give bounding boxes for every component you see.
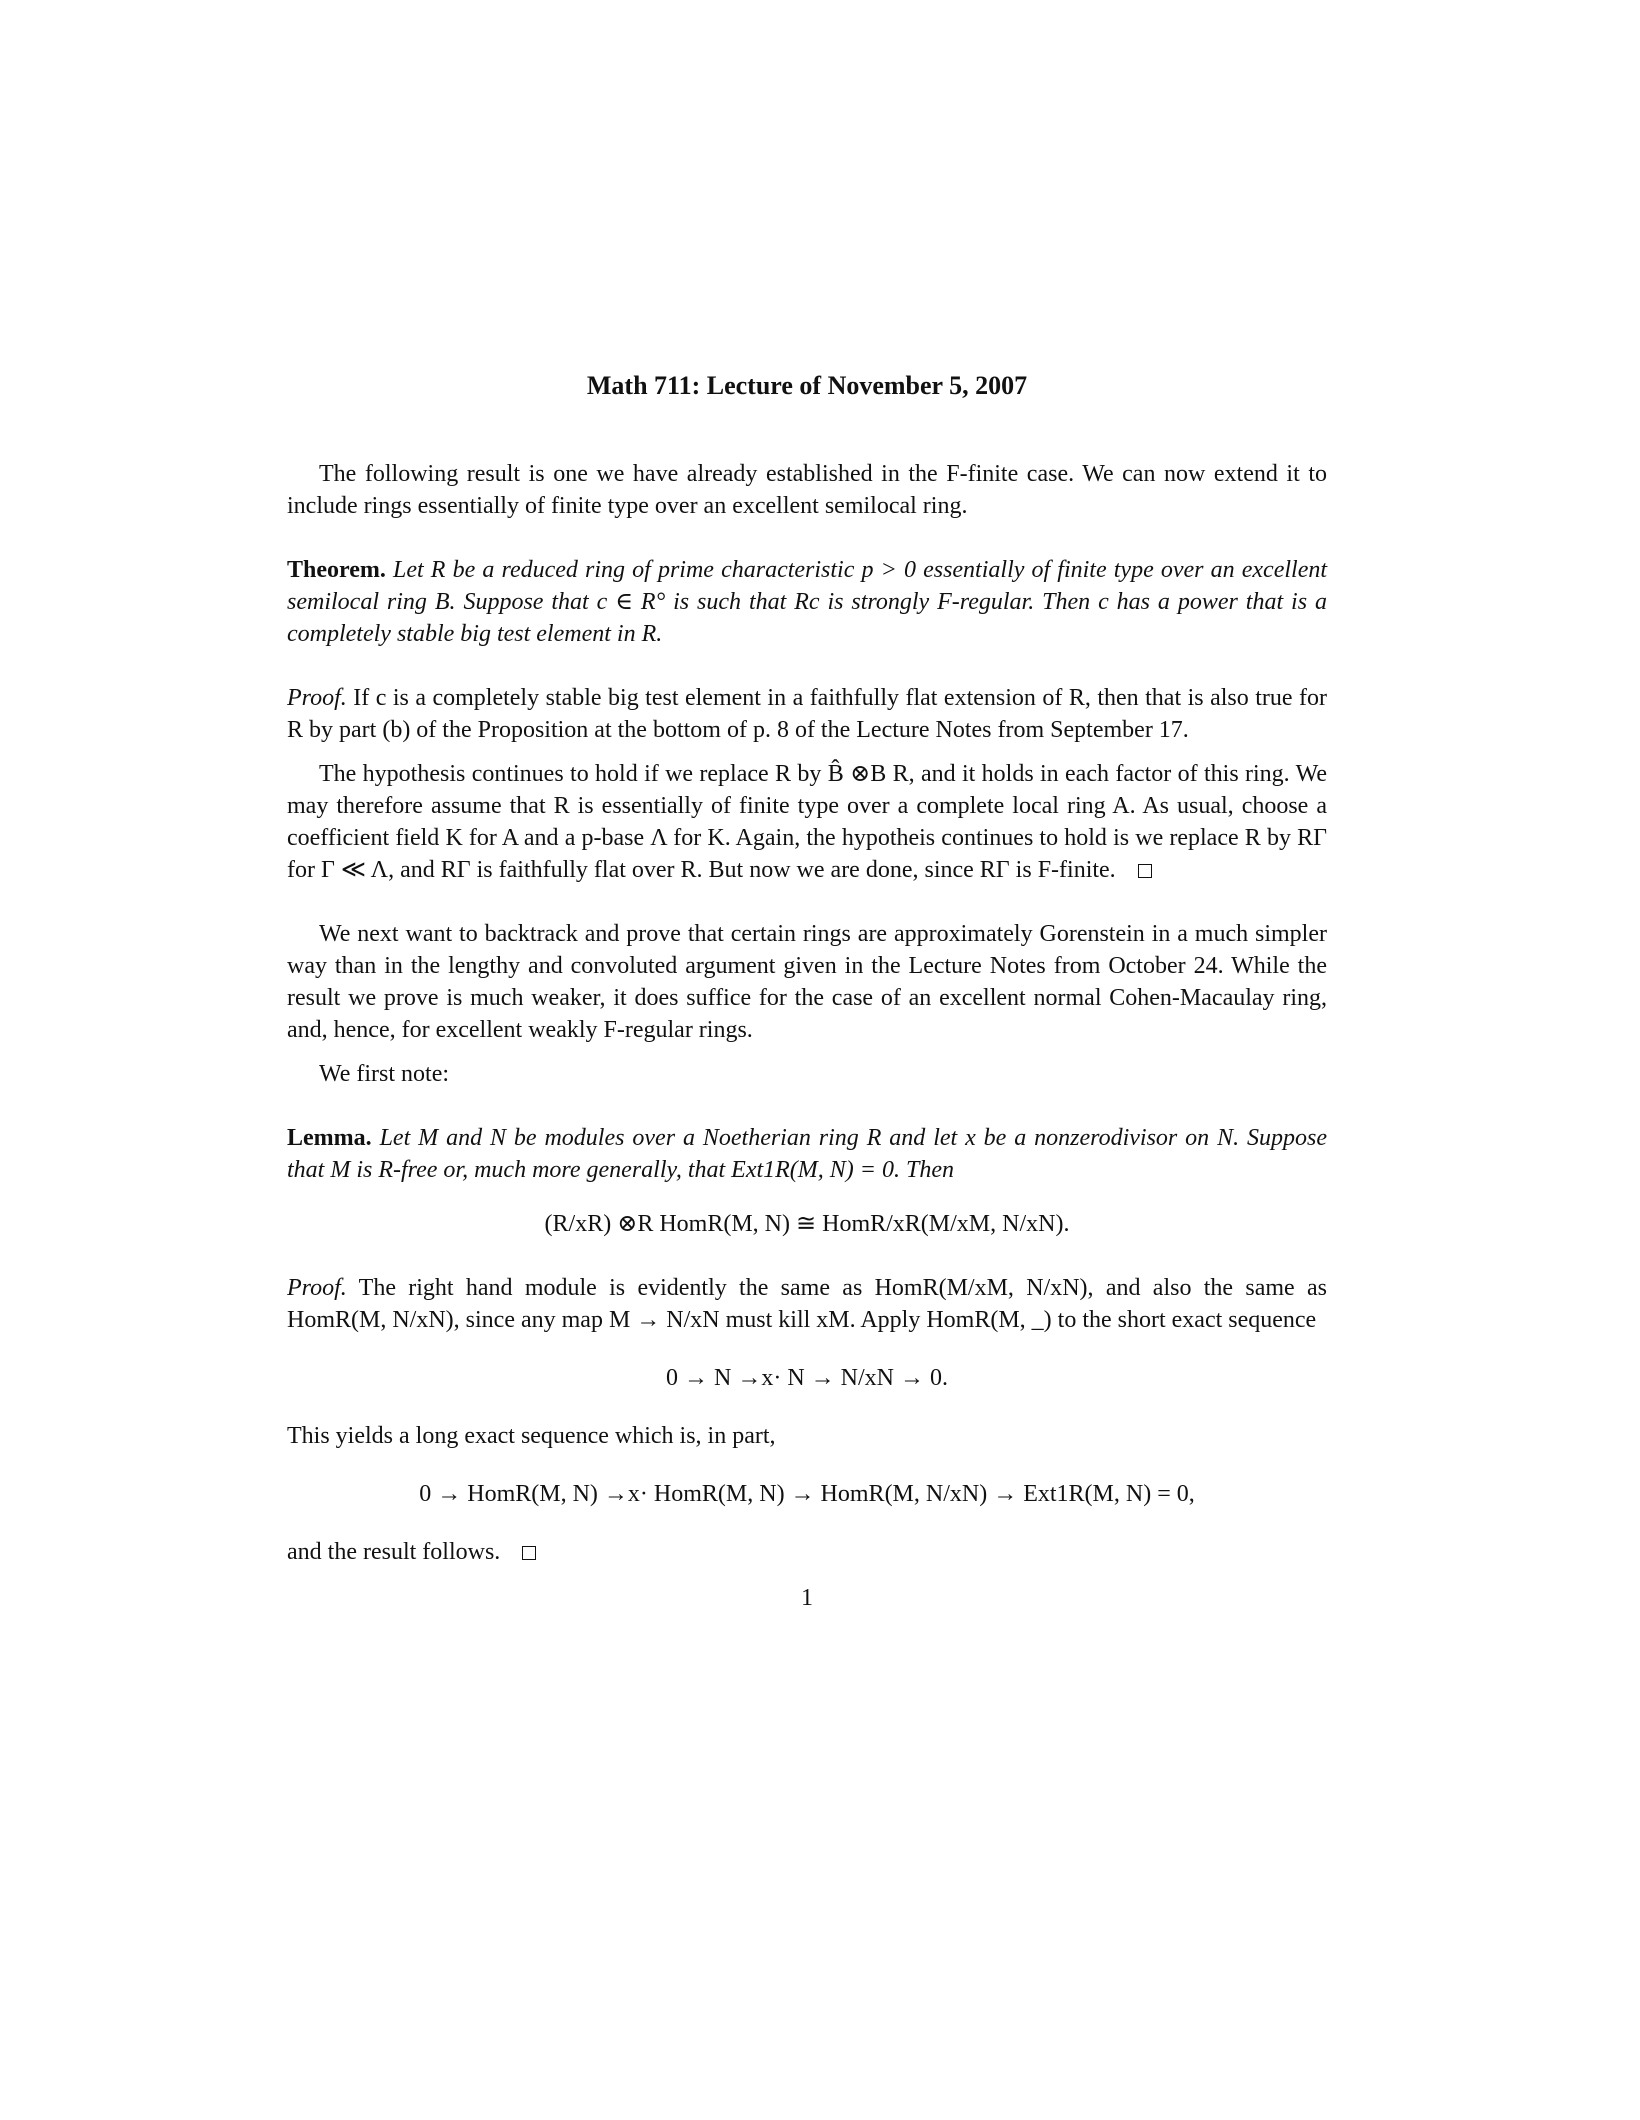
document-page (287, 370, 1327, 1614)
proof2-mid-text: This yields a long exact sequence which is, in part, (287, 1423, 776, 1449)
page-title: Math 711: Lecture of November 5, 2007 (586, 371, 1028, 400)
qed-square-icon (1138, 864, 1152, 878)
proof2-paragraph (287, 1272, 1327, 1336)
page-number: 1 (801, 1585, 813, 1611)
proof1-label: Proof. (287, 685, 347, 711)
proof2-label: Proof. (287, 1275, 347, 1301)
proof2-end-text: and the result follows. (287, 1539, 501, 1565)
qed-square-icon (522, 1546, 536, 1560)
proof1-paragraph (287, 682, 1327, 746)
intro-paragraph: The following result is one we have already established in the F-finite case. We can now extend it to include rings essentially of finite type over an excellent semilocal ring. (287, 461, 1327, 519)
first-note-paragraph: We first note: (319, 1061, 450, 1087)
lemma-label: Lemma. (287, 1125, 372, 1151)
lemma-text: Let M and N be modules over a Noetherian ring R and let x be a nonzerodivisor on N. Suppose that M is R-free or, much more generally, that Ext1R(M, N) = 0. Then (287, 1125, 1328, 1183)
proof1-text-1: If c is a completely stable big test element in a faithfully flat extension of R, then that is also true for R by part (b) of the Proposition at the bottom of p. 8 of the Lecture Notes from September 17. (287, 685, 1327, 743)
theorem-label: Theorem. (287, 557, 386, 583)
long-exact-sequence: 0 → HomR(M, N) →x· HomR(M, N) → HomR(M, N/xN) → Ext1R(M, N) = 0, (419, 1481, 1195, 1507)
proof1-paragraph-2 (287, 758, 1327, 886)
lemma-display-formula: (R/xR) ⊗R HomR(M, N) ≅ HomR/xR(M/xM, N/xN). (544, 1211, 1070, 1237)
proof2-end-paragraph (287, 1536, 1327, 1568)
backtrack-paragraph: We next want to backtrack and prove that certain rings are approximately Gorenstein in a much simpler way than in the lengthy and convoluted argument given in the Lecture Notes from October 24. While the result we prove is much weaker, it does suffice for the case of an excellent normal Cohen-Macaulay ring, and, hence, for excellent weakly F-regular rings. (287, 921, 1327, 1043)
short-exact-sequence: 0 → N →x· N → N/xN → 0. (666, 1365, 948, 1391)
proof1-text-2: The hypothesis continues to hold if we replace R by B̂ ⊗B R, and it holds in each factor of this ring. We may therefore assume that R is essentially of finite type over a complete local ring A. As usual, choose a coefficient field K for A and a p-base Λ for K. Again, the hypotheis continues to hold is we replace R by RΓ for Γ ≪ Λ, and RΓ is faithfully flat over R. But now we are done, since RΓ is F-finite. (287, 761, 1327, 883)
lemma-block (287, 1122, 1327, 1186)
proof2-text: The right hand module is evidently the same as HomR(M/xM, N/xN), and also the same as HomR(M, N/xN), since any map M → N/xN must kill xM. Apply HomR(M, _) to the short exact sequence (287, 1275, 1327, 1333)
theorem-block (287, 554, 1327, 650)
theorem-text: Let R be a reduced ring of prime characteristic p > 0 essentially of finite type over an excellent semilocal ring B. Suppose that c ∈ R° is such that Rc is strongly F-regular. Then c has a power that is a completely stable big test element in R. (287, 557, 1328, 647)
